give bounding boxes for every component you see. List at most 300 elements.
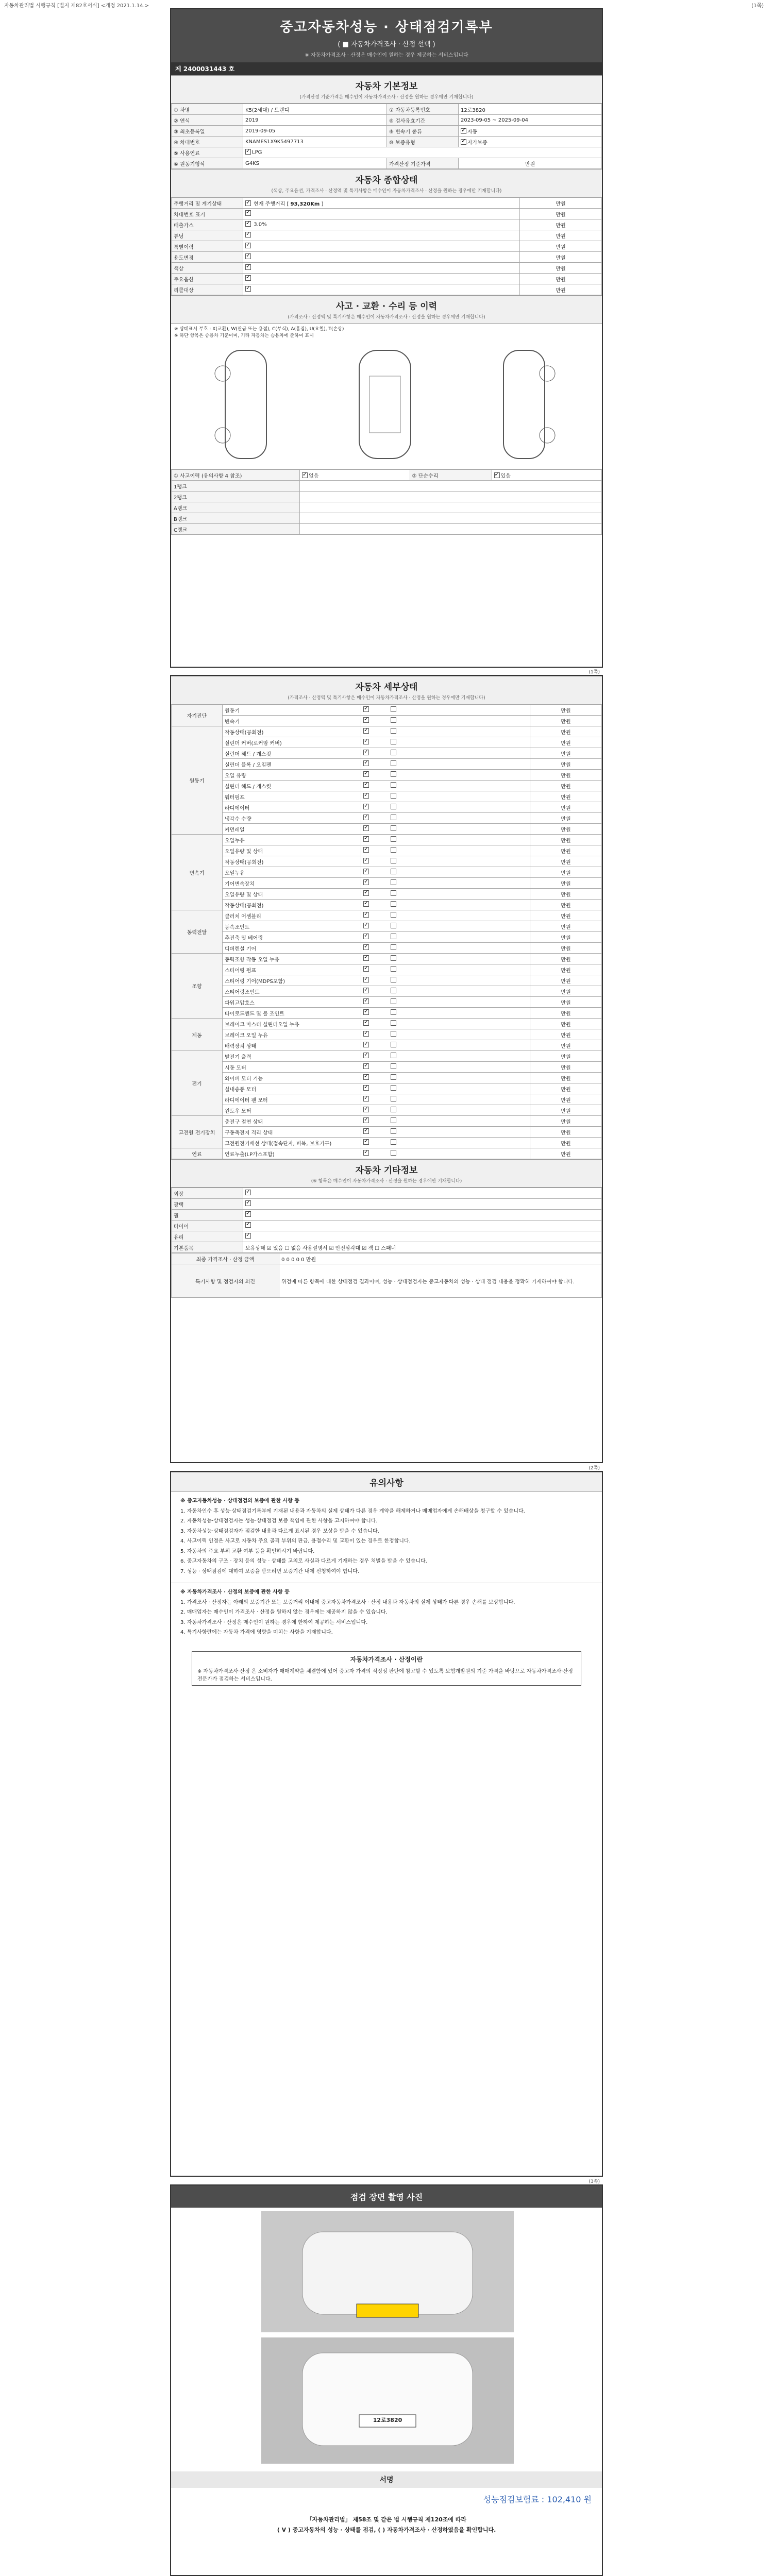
others-title: 자동차 기타정보 — [355, 1165, 418, 1176]
label: A랭크 — [172, 502, 300, 513]
checkbox-icon — [391, 998, 396, 1004]
detail-item-price: 만원 — [530, 716, 602, 726]
label: 유리 — [172, 1231, 243, 1242]
detail-item-label: 실린더 블록 / 오일팬 — [223, 759, 361, 770]
value — [459, 126, 602, 137]
detail-title: 자동차 세부상태 — [355, 682, 418, 692]
value — [300, 524, 602, 535]
detail-item-status — [361, 975, 530, 986]
value — [243, 1221, 602, 1231]
checkbox-icon — [391, 858, 396, 863]
table-row — [172, 986, 602, 997]
value — [243, 263, 520, 274]
detail-item-status — [361, 813, 530, 824]
label: ① 차명 — [172, 104, 243, 115]
checkbox-icon — [363, 1096, 369, 1101]
checkbox-icon — [391, 966, 396, 972]
value — [492, 470, 602, 481]
detail-item-label: 클러치 어셈블리 — [223, 910, 361, 921]
table-row — [172, 716, 602, 726]
detail-item-price: 만원 — [530, 932, 602, 943]
table-row — [172, 759, 602, 770]
checkbox-icon — [245, 253, 251, 259]
car-right-side-icon — [480, 345, 568, 464]
label: ⑤ 사용연료 — [172, 147, 243, 158]
accident-legend — [171, 324, 602, 340]
detail-item-price: 만원 — [530, 1051, 602, 1062]
detail-item-label: 시동 모터 — [223, 1062, 361, 1073]
note-item: 6. 중고자동차의 구조 · 장치 등의 성능 · 상태를 고의로 사실과 다르게 기재하는 경우 처벌을 받을 수 있습니다. — [180, 1558, 427, 1564]
table-row — [172, 1148, 602, 1159]
checkbox-icon — [363, 1009, 369, 1015]
detail-item-label: 작동상태(공회전) — [223, 900, 361, 910]
checkbox-icon — [363, 1020, 369, 1026]
checkbox-icon — [302, 472, 308, 478]
checkbox-icon — [363, 793, 369, 799]
unit: 만원 — [520, 284, 602, 295]
checkbox-icon — [391, 847, 396, 853]
checkbox-icon — [245, 1233, 251, 1239]
checkbox-icon — [363, 771, 369, 777]
checkbox-icon — [391, 1128, 396, 1134]
checkbox-icon — [363, 998, 369, 1004]
table-row — [172, 932, 602, 943]
checkbox-icon — [391, 1063, 396, 1069]
detail-item-status — [361, 900, 530, 910]
checkbox-icon — [363, 815, 369, 820]
detail-item-price: 만원 — [530, 964, 602, 975]
note-item: 2. 매매업자는 매수인이 가격조사 · 산정을 원하지 않는 경우에는 제공하지 않을 수 있습니다. — [180, 1609, 388, 1615]
detail-item-label: 충전구 절연 상태 — [223, 1116, 361, 1127]
detail-item-label: 구동축전지 격리 상태 — [223, 1127, 361, 1138]
accident-header — [171, 295, 602, 324]
detail-item-label: 오일누유 — [223, 867, 361, 878]
checkbox-icon — [363, 836, 369, 842]
detail-group-label: 원동기 — [172, 726, 223, 835]
table-row — [172, 954, 602, 964]
detail-item-status — [361, 1138, 530, 1148]
table-row — [172, 1008, 602, 1019]
checkbox-icon — [245, 1211, 251, 1217]
value — [243, 1210, 602, 1221]
others-table — [171, 1188, 602, 1253]
value — [243, 284, 520, 295]
checkbox-icon — [391, 901, 396, 907]
label: 외장 — [172, 1188, 243, 1199]
notes-title: 유의사항 — [369, 1478, 404, 1488]
checkbox-icon — [363, 739, 369, 744]
checkbox-icon — [363, 955, 369, 961]
detail-group-label: 전기 — [172, 1051, 223, 1116]
checkbox-icon — [391, 760, 396, 766]
others-header — [171, 1159, 602, 1188]
detail-item-price: 만원 — [530, 910, 602, 921]
value-text: 자가보증 — [467, 140, 488, 146]
page-number-3: (3쪽) — [589, 2179, 600, 2184]
label: 최종 가격조사 · 산정 금액 — [172, 1253, 279, 1264]
checkbox-icon — [391, 1107, 396, 1112]
checkbox-icon — [363, 858, 369, 863]
detail-group-label: 변속기 — [172, 835, 223, 910]
detail-item-status — [361, 986, 530, 997]
checkbox-icon — [391, 782, 396, 788]
detail-item-price: 만원 — [530, 954, 602, 964]
value — [243, 219, 520, 230]
detail-sub: (가격조사 · 산정액 및 특기사항은 매수인이 자동차가격조사 · 산정을 원하는 경우에만 기재합니다) — [288, 696, 485, 701]
checkbox-icon — [363, 1085, 369, 1091]
box-title: 자동차가격조사 · 산정이란 — [350, 1655, 423, 1663]
label: C랭크 — [172, 524, 300, 535]
checkbox-icon — [363, 901, 369, 907]
detail-item-status — [361, 878, 530, 889]
notes-heading-1: ※ 중고자동차성능 · 상태점검의 보증에 관한 사항 등 — [180, 1498, 300, 1504]
detail-group-label: 동력전달 — [172, 910, 223, 954]
accident-table — [171, 469, 602, 535]
detail-item-label: 동력조향 작동 오일 누유 — [223, 954, 361, 964]
detail-item-price: 만원 — [530, 726, 602, 737]
detail-item-price: 만원 — [530, 845, 602, 856]
value — [243, 147, 602, 158]
detail-item-price: 만원 — [530, 1019, 602, 1029]
detail-item-price: 만원 — [530, 1116, 602, 1127]
table-row — [172, 1051, 602, 1062]
plate-number: 12로3820 — [373, 2417, 402, 2424]
note-item: 5. 자동차의 주요 부위 교환 여부 등을 확인하시기 바랍니다. — [180, 1548, 315, 1554]
value: K5(2세대) / 트렌디 — [243, 104, 387, 115]
table-row — [172, 910, 602, 921]
detail-item-status — [361, 824, 530, 835]
checkbox-icon — [363, 977, 369, 982]
checkbox-icon — [391, 706, 396, 712]
detail-item-label: 와이퍼 모터 기능 — [223, 1073, 361, 1083]
detail-item-status — [361, 1116, 530, 1127]
table-row — [172, 813, 602, 824]
summary-sub: (색상, 주요옵션, 가격조사 · 산정액 및 특기사항은 매수인이 자동차가격조사 · 산정을 원하는 경우에만 기재합니다) — [271, 189, 502, 194]
detail-item-label: 고전원전기배선 상태(접속단자, 피복, 보호기구) — [223, 1138, 361, 1148]
table-row — [172, 997, 602, 1008]
detail-item-status — [361, 748, 530, 759]
value — [459, 137, 602, 147]
basic-info-table — [171, 104, 602, 169]
detail-table — [171, 704, 602, 1159]
detail-item-label: 작동상태(공회전) — [223, 726, 361, 737]
checkbox-icon — [391, 739, 396, 744]
label: 1랭크 — [172, 481, 300, 492]
detail-item-price: 만원 — [530, 748, 602, 759]
value — [300, 481, 602, 492]
detail-item-price: 만원 — [530, 737, 602, 748]
value — [300, 502, 602, 513]
detail-item-price: 만원 — [530, 781, 602, 791]
detail-item-label: 실린더 커버(로커암 커버) — [223, 737, 361, 748]
label: 배출가스 — [172, 219, 243, 230]
detail-item-status — [361, 1029, 530, 1040]
value: 2019 — [243, 115, 387, 126]
table-row — [172, 705, 602, 716]
table-row — [172, 1127, 602, 1138]
checkbox-icon — [245, 149, 251, 155]
detail-item-price: 만원 — [530, 900, 602, 910]
checkbox-icon — [391, 1085, 396, 1091]
checkbox-icon — [391, 1096, 396, 1101]
photos-header — [171, 2185, 602, 2208]
detail-item-label: 기어변속장치 — [223, 878, 361, 889]
checkbox-icon — [391, 804, 396, 809]
detail-item-status — [361, 1062, 530, 1073]
table-row — [172, 1116, 602, 1127]
table-row — [172, 802, 602, 813]
detail-item-price: 만원 — [530, 770, 602, 781]
detail-item-label: 커먼레일 — [223, 824, 361, 835]
checkbox-icon — [363, 869, 369, 874]
checkbox-icon — [245, 1200, 251, 1206]
table-row — [172, 900, 602, 910]
table-row — [172, 835, 602, 845]
checkbox-icon — [245, 243, 251, 248]
value — [300, 470, 410, 481]
detail-item-price: 만원 — [530, 1138, 602, 1148]
note-item: 4. 특기사항란에는 자동차 가격에 영향을 미치는 사항을 기재합니다. — [180, 1630, 333, 1635]
detail-item-status — [361, 921, 530, 932]
detail-item-label: 디퍼렌셜 기어 — [223, 943, 361, 954]
detail-item-label: 오일 유량 — [223, 770, 361, 781]
page-3 — [170, 1471, 603, 2177]
page-4 — [170, 2184, 603, 2576]
page-1 — [170, 8, 603, 668]
detail-item-status — [361, 910, 530, 921]
table-row — [172, 1138, 602, 1148]
detail-item-price: 만원 — [530, 835, 602, 845]
page-number-1: (1쪽) — [589, 670, 600, 675]
table-row — [172, 1094, 602, 1105]
checkbox-icon — [391, 750, 396, 755]
table-row — [172, 867, 602, 878]
signature-title: 서명 — [171, 2471, 602, 2488]
checkbox-icon — [363, 966, 369, 972]
checkbox-icon — [363, 1107, 369, 1112]
detail-item-status — [361, 954, 530, 964]
checkbox-icon — [461, 128, 466, 134]
mileage: 93,320Km — [290, 201, 320, 207]
checkbox-icon — [363, 912, 369, 918]
detail-item-price: 만원 — [530, 705, 602, 716]
detail-item-label: 냉각수 수량 — [223, 813, 361, 824]
value-text: 없음 — [309, 473, 319, 479]
others-sub: (※ 항목은 매수인이 자동차가격조사 · 산정을 원하는 경우에만 기재합니다) — [311, 1179, 462, 1184]
detail-item-label: 브레이크 마스터 실린더오일 누유 — [223, 1019, 361, 1029]
label: ⑧ 검사유효기간 — [387, 115, 459, 126]
detail-group-label: 연료 — [172, 1148, 223, 1159]
value — [243, 230, 520, 241]
detail-item-status — [361, 1008, 530, 1019]
detail-item-status — [361, 759, 530, 770]
summary-table — [171, 197, 602, 295]
value: 0 0 0 0 0 만원 — [279, 1253, 602, 1264]
checkbox-icon — [363, 782, 369, 788]
label: ⑦ 자동차등록번호 — [387, 104, 459, 115]
detail-item-price: 만원 — [530, 1094, 602, 1105]
detail-group-label: 자기진단 — [172, 705, 223, 726]
top-page-number: (1쪽) — [751, 3, 764, 9]
car-top-view-icon — [341, 345, 429, 464]
checkbox-icon — [391, 728, 396, 734]
car-front-photo-icon — [261, 2211, 514, 2332]
price-explanation-box — [192, 1651, 581, 1686]
table-row — [172, 1105, 602, 1116]
detail-item-status — [361, 1083, 530, 1094]
checkbox-icon — [391, 934, 396, 939]
detail-item-status — [361, 1051, 530, 1062]
checkbox-icon — [363, 1150, 369, 1156]
notes-heading-2: ※ 자동차가격조사 · 산정의 보증에 관한 사항 등 — [180, 1589, 290, 1595]
detail-item-price: 만원 — [530, 791, 602, 802]
table-row — [172, 824, 602, 835]
detail-item-status — [361, 1094, 530, 1105]
checkbox-icon — [363, 706, 369, 712]
value — [243, 241, 520, 252]
detail-item-price: 만원 — [530, 943, 602, 954]
note-item: 1. 가격조사 · 산정자는 아래의 보증기간 또는 보증거리 이내에 중고자동차가격조사 · 산정 내용과 자동차의 실제 상태가 다른 경우 손해를 보상합니다. — [180, 1599, 515, 1605]
note-item: 3. 자동차가격조사 · 산정은 매수인이 원하는 경우에 한하여 제공하는 서비스입니다. — [180, 1619, 368, 1625]
table-row — [172, 737, 602, 748]
detail-item-status — [361, 964, 530, 975]
detail-item-label: 윈도우 모터 — [223, 1105, 361, 1116]
value: 만원 — [459, 158, 602, 169]
summary-header — [171, 169, 602, 197]
detail-item-status — [361, 856, 530, 867]
car-diagram-area — [171, 340, 602, 469]
label: ② 단순수리 — [410, 470, 492, 481]
accident-sub: (가격조사 · 산정액 및 특기사항은 매수인이 자동차가격조사 · 산정을 원하는 경우에만 기재합니다) — [288, 315, 485, 320]
value — [243, 1199, 602, 1210]
checkbox-icon — [245, 286, 251, 292]
unit: 만원 — [520, 230, 602, 241]
signature-section — [171, 2471, 602, 2534]
label: B랭크 — [172, 513, 300, 524]
notes-header — [171, 1472, 602, 1492]
checkbox-icon — [391, 825, 396, 831]
detail-item-status — [361, 716, 530, 726]
checkbox-icon — [391, 1139, 396, 1145]
signature-line-2: ( V ) 중고자동차의 성능 · 상태를 점검, ( ) 자동차가격조사 · 산정하였음을 확인합니다. — [277, 2527, 496, 2533]
detail-item-status — [361, 932, 530, 943]
checkbox-icon — [245, 1222, 251, 1228]
detail-item-label: 라디에이터 — [223, 802, 361, 813]
label: 주요옵션 — [172, 274, 243, 284]
document-number: 제 2400031443 호 — [171, 62, 602, 75]
checkbox-icon — [363, 988, 369, 993]
checkbox-icon — [391, 977, 396, 982]
table-row — [172, 878, 602, 889]
checkbox-icon — [391, 879, 396, 885]
inspection-photo-front — [261, 2211, 514, 2332]
detail-item-price: 만원 — [530, 1029, 602, 1040]
detail-item-label: 추진축 및 베어링 — [223, 932, 361, 943]
unit: 만원 — [520, 274, 602, 284]
checkbox-icon — [363, 1139, 369, 1145]
photos-title: 점검 장면 촬영 사진 — [350, 2192, 423, 2202]
detail-item-status — [361, 889, 530, 900]
checkbox-icon — [363, 1042, 369, 1047]
checkbox-icon — [245, 210, 251, 216]
detail-header — [171, 676, 602, 704]
checkbox-icon — [391, 1020, 396, 1026]
opinion-table — [171, 1253, 602, 1298]
detail-item-price: 만원 — [530, 878, 602, 889]
checkbox-icon — [363, 728, 369, 734]
box-text: ※ 자동차가격조사·산정 은 소비자가 매매계약을 체결함에 있어 중고자 가격의 적정성 판단에 참고할 수 있도록 보험개발원의 기준 가격을 바탕으로 자동차가격조사·산정전문가가 점검하는 서비스입니다. — [197, 1668, 573, 1682]
checkbox-icon — [245, 1190, 251, 1195]
document-title: 중고자동차성능 · 상태점검기록부 — [280, 20, 493, 35]
label: 2랭크 — [172, 492, 300, 502]
basic-info-sub: (가격산정 기준가격은 매수인이 자동차가격조사 · 산정을 원하는 경우에만 기재합니다) — [299, 95, 474, 100]
detail-item-status — [361, 802, 530, 813]
legend-line-2: ※ 하단 항목은 승용차 기준이며, 기타 자동차는 승용차에 준하여 표시 — [174, 333, 314, 338]
notes-section-1 — [171, 1492, 602, 1583]
table-row — [172, 1040, 602, 1051]
label: 리콜대상 — [172, 284, 243, 295]
checkbox-icon — [363, 923, 369, 928]
detail-item-status — [361, 1105, 530, 1116]
value: 12로3820 — [459, 104, 602, 115]
table-row — [172, 889, 602, 900]
detail-item-label: 실린더 헤드 / 개스킷 — [223, 781, 361, 791]
detail-item-status — [361, 781, 530, 791]
detail-item-label: 발전기 출력 — [223, 1051, 361, 1062]
value — [243, 209, 520, 219]
table-row — [172, 975, 602, 986]
detail-item-price: 만원 — [530, 1062, 602, 1073]
value: 보유상태 ☑ 있음 ☐ 없음 사용설명서 ☑ 안전삼각대 ☑ 잭 ☐ 스패너 — [243, 1242, 602, 1253]
value — [243, 1231, 602, 1242]
detail-item-label: 브레이크 오일 누유 — [223, 1029, 361, 1040]
checkbox-icon — [363, 934, 369, 939]
detail-item-label: 실내송풍 모터 — [223, 1083, 361, 1094]
detail-item-status — [361, 726, 530, 737]
detail-item-price: 만원 — [530, 1040, 602, 1051]
table-row — [172, 1073, 602, 1083]
value — [243, 274, 520, 284]
page-2 — [170, 675, 603, 1463]
checkbox-icon — [391, 923, 396, 928]
detail-item-status — [361, 943, 530, 954]
detail-item-status — [361, 791, 530, 802]
detail-item-price: 만원 — [530, 1127, 602, 1138]
label: 가격산정 기준가격 — [387, 158, 459, 169]
detail-item-status — [361, 1148, 530, 1159]
checkbox-icon — [245, 232, 251, 238]
detail-item-label: 연료누출(LP가스포함) — [223, 1148, 361, 1159]
table-row — [172, 1083, 602, 1094]
detail-item-price: 만원 — [530, 997, 602, 1008]
table-row — [172, 781, 602, 791]
checkbox-icon — [391, 1150, 396, 1156]
summary-title: 자동차 종합상태 — [355, 175, 418, 185]
unit: 만원 — [520, 209, 602, 219]
detail-item-price: 만원 — [530, 759, 602, 770]
unit: 만원 — [520, 219, 602, 230]
table-row — [172, 943, 602, 954]
checkbox-icon — [461, 139, 466, 145]
checkbox-icon — [391, 1074, 396, 1080]
detail-item-label: 작동상태(공회전) — [223, 856, 361, 867]
value: ✓ 현재 주행거리 [ 93,320Km ] — [243, 198, 520, 209]
detail-group-label: 고전원 전기장치 — [172, 1116, 223, 1148]
detail-item-price: 만원 — [530, 856, 602, 867]
checkbox-icon — [391, 1042, 396, 1047]
label: ① 사고이력 (유의사항 4 참조) — [172, 470, 300, 481]
detail-item-price: 만원 — [530, 1073, 602, 1083]
